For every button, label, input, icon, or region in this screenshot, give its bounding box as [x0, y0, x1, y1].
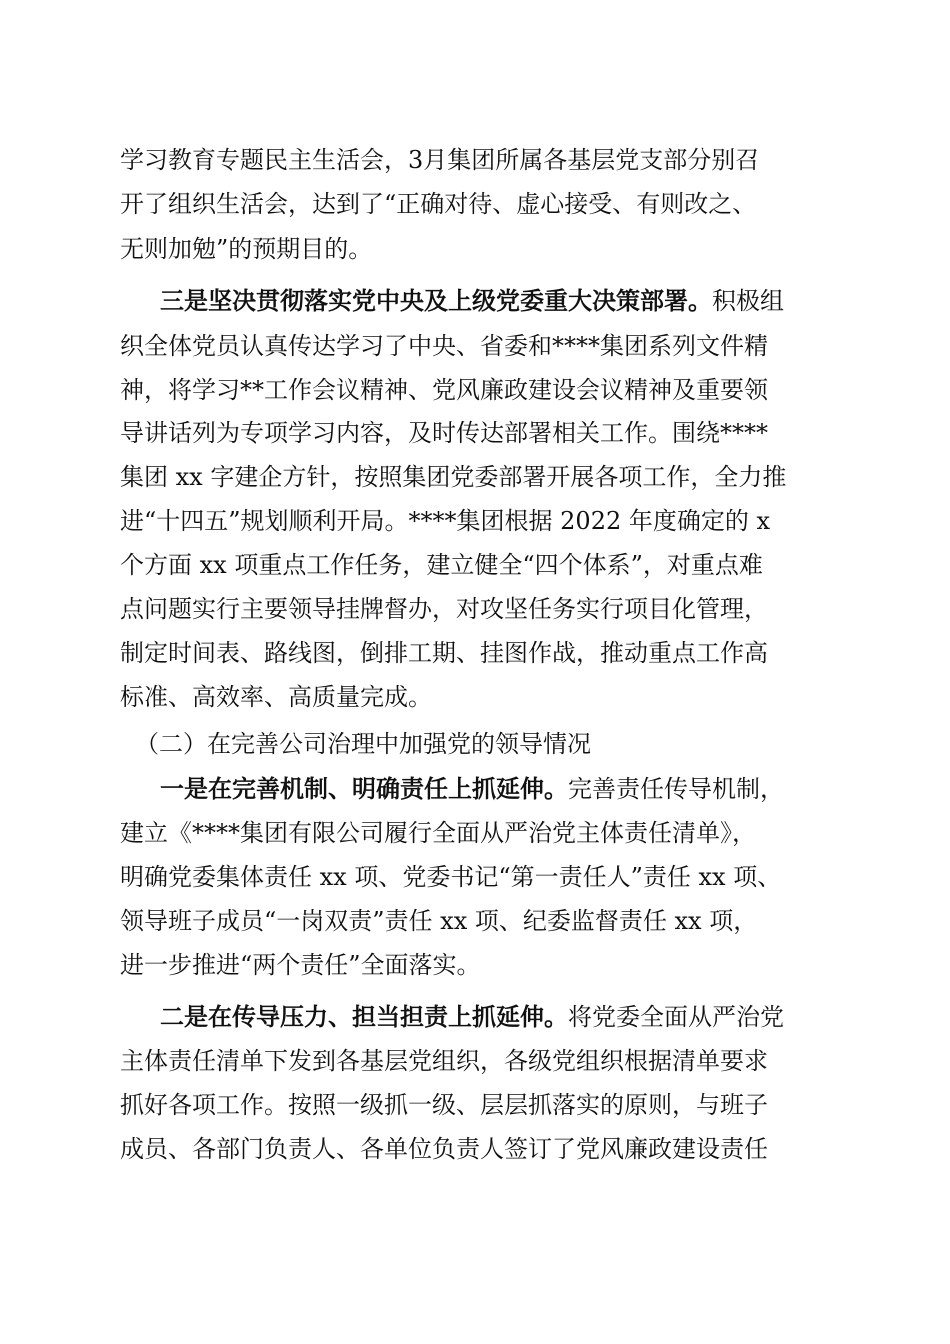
- text-line: [160, 995, 832, 1039]
- text-line: [120, 631, 832, 675]
- line-text: 点问题实行主要领导挂牌督办，对攻坚任务实行项目化管理，: [120, 595, 768, 623]
- line-text: 抓好各项工作。按照一级抓一级、层层抓落实的原则，与班子: [120, 1091, 768, 1119]
- line-text: 进一步推进“两个责任”全面落实。: [120, 951, 481, 979]
- text-line: [120, 811, 832, 855]
- text-line: [120, 411, 832, 455]
- line-text: 开了组织生活会，达到了“正确对待、虚心接受、有则改之、: [120, 190, 757, 218]
- text-line: [120, 543, 832, 587]
- line-text: 建立《****集团有限公司履行全面从严治党主体责任清单》，: [120, 819, 756, 847]
- line-text: 完善责任传导机制，: [568, 775, 784, 803]
- text-line: [120, 1083, 832, 1127]
- text-line: [120, 138, 832, 182]
- section-heading: [135, 722, 832, 766]
- text-line: [120, 455, 832, 499]
- text-line: [120, 324, 832, 368]
- line-text: 明确党委集体责任 xx 项、党委书记“第一责任人”责任 xx 项、: [120, 863, 782, 891]
- text-line: [160, 767, 832, 811]
- paragraph-lead: 二是在传导压力、担当担责上抓延伸。: [160, 1002, 568, 1031]
- line-text: 导讲话列为专项学习内容，及时传达部署相关工作。围绕****: [120, 419, 768, 447]
- line-text: 集团 xx 字建企方针，按照集团党委部署开展各项工作，全力推: [120, 463, 787, 491]
- line-text: 标准、高效率、高质量完成。: [120, 683, 432, 711]
- text-line: [160, 279, 832, 323]
- text-line: [120, 1127, 832, 1171]
- line-text: 织全体党员认真传达学习了中央、省委和****集团系列文件精: [120, 332, 768, 360]
- text-line: [120, 1039, 832, 1083]
- text-line: [120, 855, 832, 899]
- line-text: 神，将学习**工作会议精神、党风廉政建设会议精神及重要领: [120, 376, 768, 404]
- line-text: 积极组: [712, 287, 784, 315]
- text-line: [120, 943, 832, 987]
- paragraph-lead: 一是在完善机制、明确责任上抓延伸。: [160, 774, 568, 803]
- text-line: [120, 587, 832, 631]
- line-text: 制定时间表、路线图，倒排工期、挂图作战，推动重点工作高: [120, 639, 768, 667]
- line-text: 学习教育专题民主生活会，3月集团所属各基层党支部分别召: [120, 146, 760, 174]
- paragraph-lead: 三是坚决贯彻落实党中央及上级党委重大决策部署。: [160, 286, 712, 315]
- line-text: 进“十四五”规划顺利开局。****集团根据 2022 年度确定的 x: [120, 507, 771, 535]
- line-text: 无则加勉”的预期目的。: [120, 235, 373, 263]
- line-text: 将党委全面从严治党: [568, 1003, 784, 1031]
- line-text: 领导班子成员“一岗双责”责任 xx 项、纪委监督责任 xx 项，: [120, 907, 758, 935]
- text-line: [120, 227, 832, 271]
- line-text: 主体责任清单下发到各基层党组织，各级党组织根据清单要求: [120, 1047, 768, 1075]
- text-line: [120, 499, 832, 543]
- text-line: [120, 368, 832, 412]
- line-text: 成员、各部门负责人、各单位负责人签订了党风廉政建设责任: [120, 1135, 768, 1163]
- text-line: [120, 675, 832, 719]
- line-text: 个方面 xx 项重点工作任务，建立健全“四个体系”，对重点难: [120, 551, 763, 579]
- text-line: [120, 899, 832, 943]
- text-line: [120, 182, 832, 226]
- heading-text: （二）在完善公司治理中加强党的领导情况: [135, 730, 591, 758]
